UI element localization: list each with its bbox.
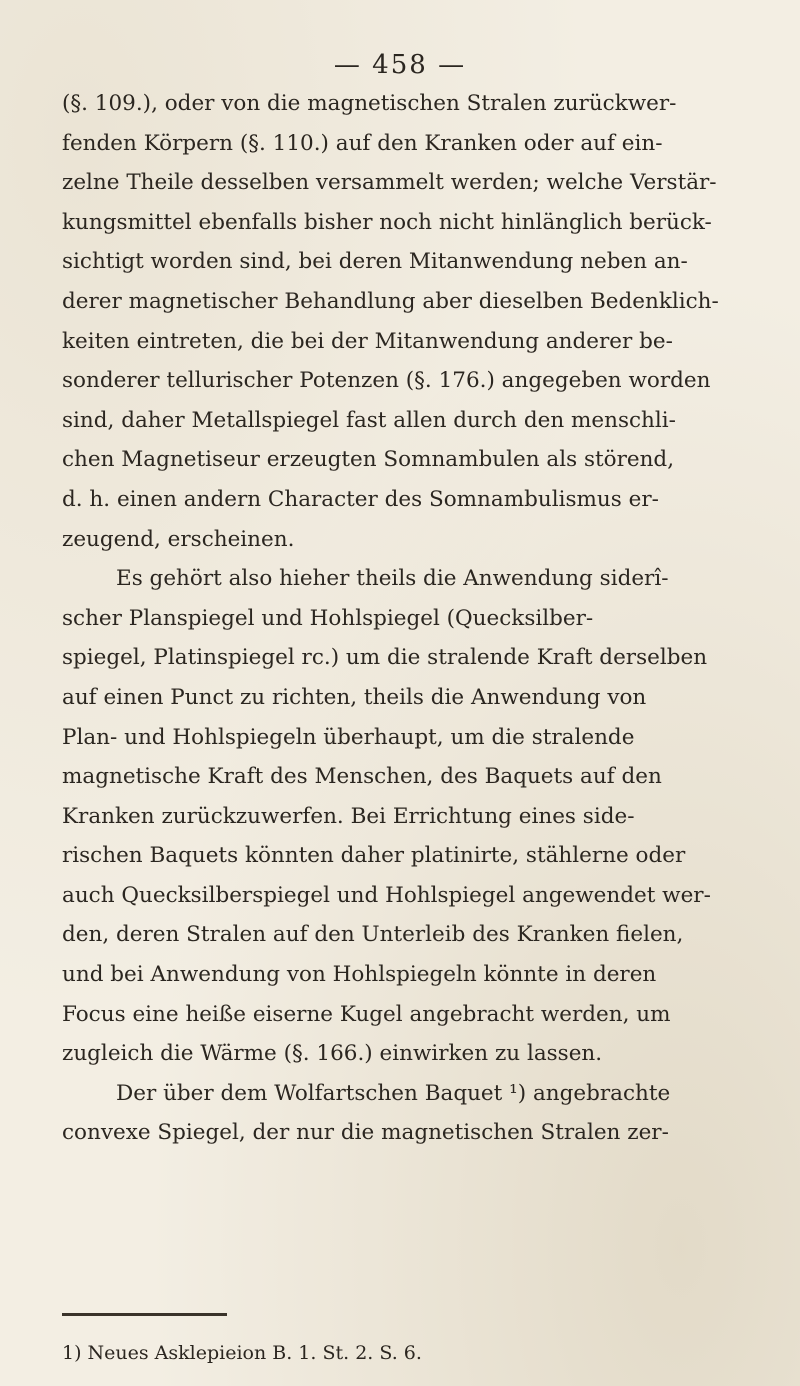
text-line: derer magnetischer Behandlung aber dieselben Bedenklich- xyxy=(62,288,719,314)
text-line: den, deren Stralen auf den Unterleib des Kranken fielen, xyxy=(62,922,684,948)
text-line: Focus eine heiße eiserne Kugel angebracht werden, um xyxy=(62,1001,671,1027)
text-line: und bei Anwendung von Hohlspiegeln könnte in deren xyxy=(62,962,657,988)
text-line: sichtigt worden sind, bei deren Mitanwendung neben an- xyxy=(62,249,688,275)
paragraph-start-line: Es gehört also hieher theils die Anwendung siderî- xyxy=(116,566,669,592)
footnote-divider xyxy=(62,1313,227,1316)
text-line: d. h. einen andern Character des Somnambulismus er- xyxy=(62,486,659,512)
text-line: convexe Spiegel, der nur die magnetischen Stralen zer- xyxy=(62,1120,669,1146)
text-line: chen Magnetiseur erzeugten Somnambulen als störend, xyxy=(62,447,675,473)
text-line: Plan- und Hohlspiegeln überhaupt, um die stralende xyxy=(62,724,635,750)
text-line: spiegel, Platinspiegel rc.) um die stralende Kraft derselben xyxy=(62,645,708,671)
text-line: fenden Körpern (§. 110.) auf den Kranken oder auf ein- xyxy=(62,130,663,156)
text-line: sind, daher Metallspiegel fast allen durch den menschli- xyxy=(62,407,676,433)
text-line: rischen Baquets könnten daher platinirte, stählerne oder xyxy=(62,843,686,869)
text-line: kungsmittel ebenfalls bisher noch nicht hinlänglich berück- xyxy=(62,209,712,235)
text-line: scher Planspiegel und Hohlspiegel (Quecksilber- xyxy=(62,605,594,631)
text-line: keiten eintreten, die bei der Mitanwendung anderer be- xyxy=(62,328,673,354)
text-line: auf einen Punct zu richten, theils die Anwendung von xyxy=(62,684,647,710)
page-number: — 458 — xyxy=(333,50,467,80)
text-line: auch Quecksilberspiegel und Hohlspiegel angewendet wer- xyxy=(62,882,711,908)
text-line: magnetische Kraft des Menschen, des Baquets auf den xyxy=(62,764,662,790)
text-line: zugleich die Wärme (§. 166.) einwirken zu lassen. xyxy=(62,1041,603,1067)
body-text xyxy=(62,84,752,1153)
text-line: sonderer tellurischer Potenzen (§. 176.) angegeben worden xyxy=(62,368,711,394)
text-line: (§. 109.), oder von die magnetischen Stralen zurückwer- xyxy=(62,91,677,116)
paragraph-start-line: Der über dem Wolfartschen Baquet ¹) angebrachte xyxy=(116,1080,671,1106)
text-line: zeugend, erscheinen. xyxy=(62,526,295,552)
text-line: Kranken zurückzuwerfen. Bei Errichtung eines side- xyxy=(62,803,635,829)
text-line: zelne Theile desselben versammelt werden; welche Verstär- xyxy=(62,170,717,196)
footnote: 1) Neues Asklepieion B. 1. St. 2. S. 6. xyxy=(62,1342,422,1364)
